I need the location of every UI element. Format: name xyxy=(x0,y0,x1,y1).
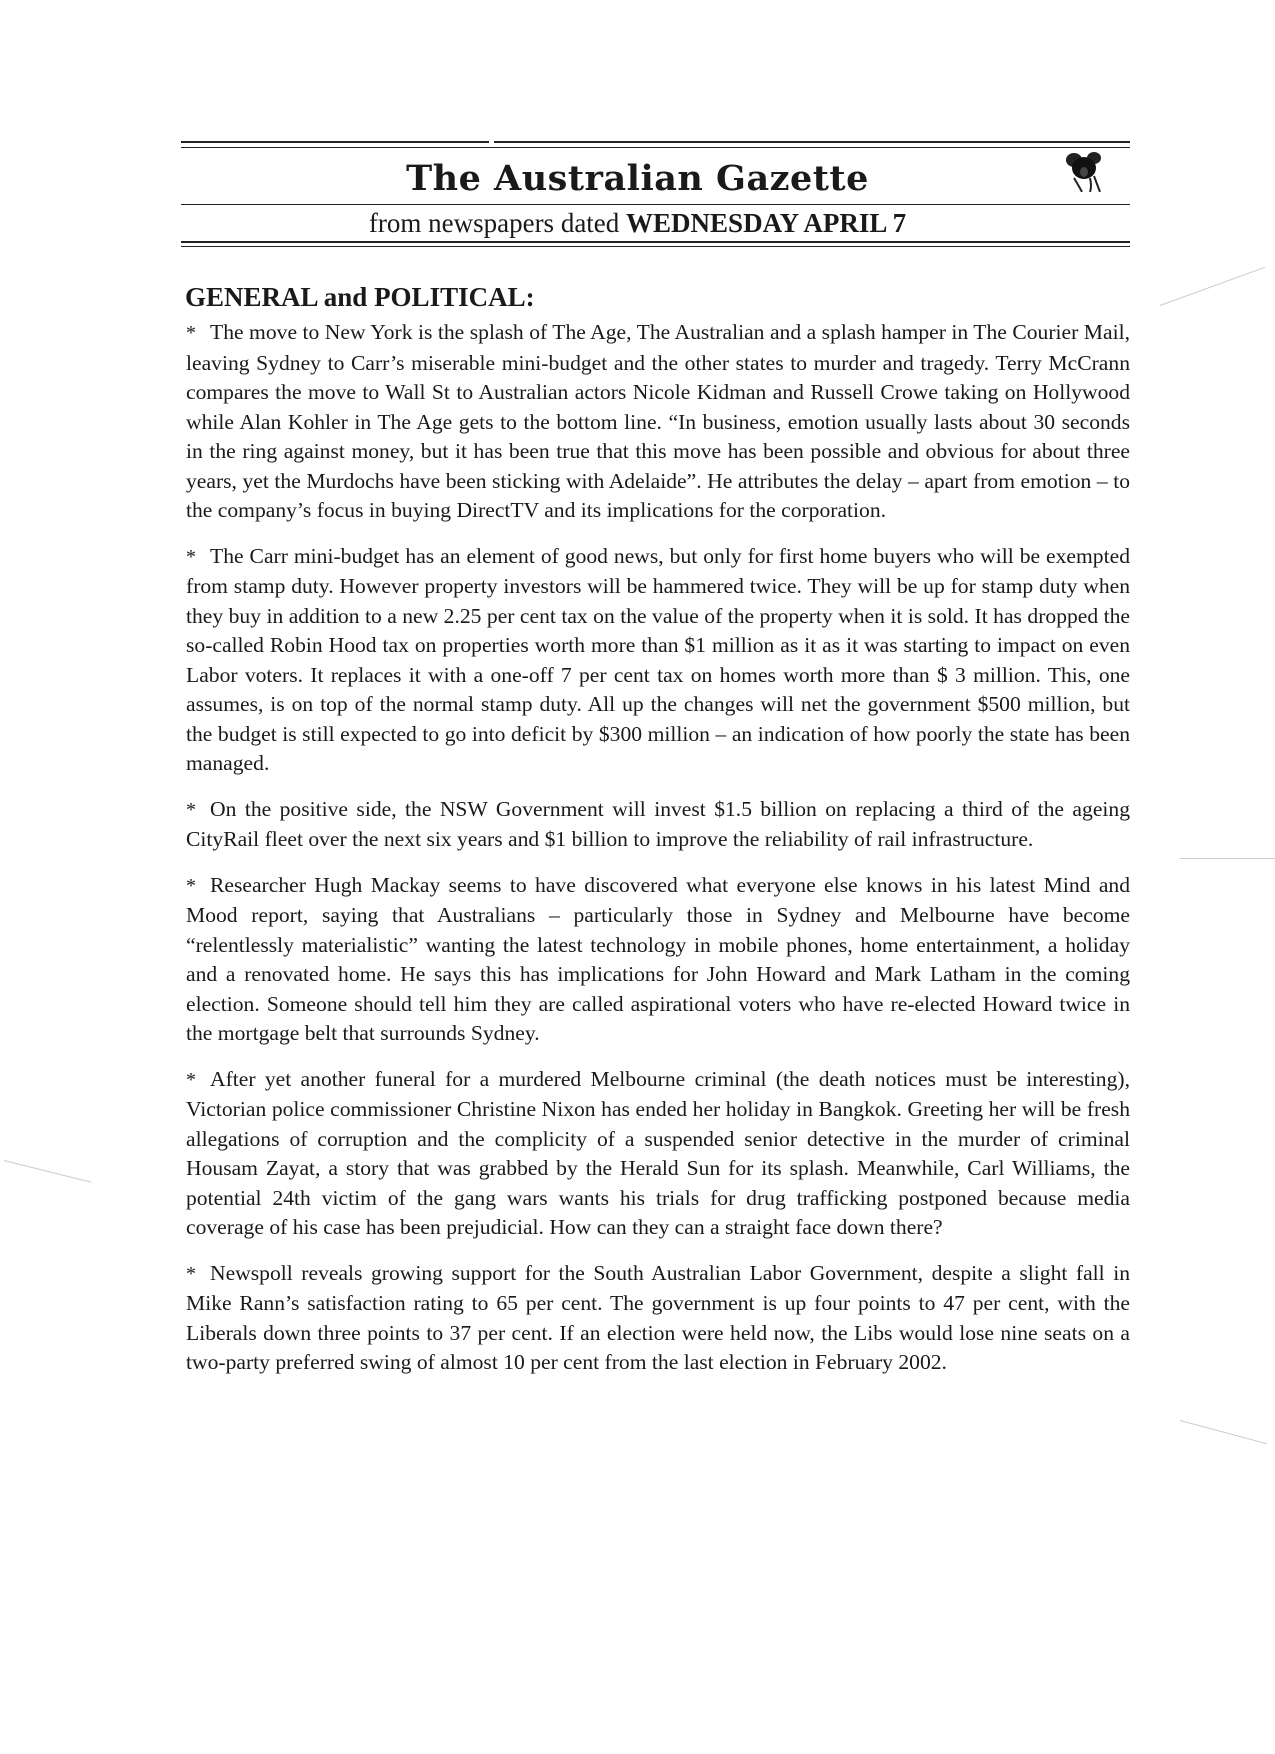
article-list xyxy=(186,318,1130,1394)
top-rule-right xyxy=(494,141,1130,143)
top-rule-thin xyxy=(181,147,1130,148)
article-newspoll xyxy=(186,1259,1130,1378)
article-hugh-mackay xyxy=(186,871,1130,1049)
bullet-marker: * xyxy=(186,874,196,897)
bullet-marker: * xyxy=(186,1068,196,1091)
article-new-york-move xyxy=(186,318,1130,526)
scan-fold-line xyxy=(1180,858,1275,859)
article-text: The Carr mini-budget has an element of good news, but only for first home buyers who will be exempted from stamp duty. However property investors will be hammered twice. They will be up for stamp duty when they buy in addition to a new 2.25 per cent tax on the value of the property when it is sold. It has dropped the so-called Robin Hood tax on properties worth more than $1 million as it as it was starting to impact on even Labor voters. It replaces it with a one-off 7 per cent tax on homes worth more than $ 3 million. This, one assumes, is on top of the normal stamp duty. All up the changes will net the government $500 million, but the budget is still expected to go into deficit by $300 million – an indication of how poorly the state has been managed. xyxy=(186,543,1130,775)
top-rule-left xyxy=(181,141,489,143)
article-text: On the positive side, the NSW Government will invest $1.5 billion on replacing a third of the ageing CityRail fleet over the next six years and $1 billion to improve the reliability of rail infrastructure. xyxy=(186,796,1130,851)
scan-fold-line xyxy=(1160,267,1266,306)
masthead-title: The Australian Gazette xyxy=(406,158,869,199)
bullet-marker: * xyxy=(186,1262,196,1285)
bullet-marker: * xyxy=(186,798,196,821)
article-text: After yet another funeral for a murdered Melbourne criminal (the death notices must be interesting), Victorian police commissioner Christine Nixon has ended her holiday in Bangkok. Greeting her will be fresh allegations of corruption and the complicity of a suspended senior detective in the murder of criminal Housam Zayat, a story that was grabbed by the Herald Sun for its splash. Meanwhile, Carl Williams, the potential 24th victim of the gang wars wants his trials for drug trafficking postponed because media coverage of his case has been prejudicial. How can they can a straight face down there? xyxy=(186,1066,1130,1239)
masthead-mid-rule xyxy=(181,204,1130,205)
bottom-rule-2 xyxy=(181,246,1130,247)
article-carr-mini-budget xyxy=(186,542,1130,779)
article-text: The move to New York is the splash of The Age, The Australian and a splash hamper in The Courier Mail, leaving Sydney to Carr’s miserable mini-budget and the other states to murder and tragedy. Terry McCrann compares the move to Wall St to Australian actors Nicole Kidman and Russell Crowe taking on Hollywood while Alan Kohler in The Age gets to the bottom line. “In business, emotion usually lasts about 30 seconds in the ring against money, but it has been true that this move has been possible and obvious for about three years, yet the Murdochs have been sticking with Adelaide”. He attributes the delay – apart from emotion – to the company’s focus in buying DirectTV and its implications for the corporation. xyxy=(186,320,1130,522)
scan-fold-line xyxy=(1180,1420,1267,1444)
section-heading: GENERAL and POLITICAL: xyxy=(185,282,535,312)
bottom-rule-1 xyxy=(181,241,1130,243)
article-cityrail xyxy=(186,795,1130,855)
koala-icon xyxy=(1060,148,1108,192)
scan-fold-line xyxy=(4,1160,92,1183)
article-text: Newspoll reveals growing support for the South Australian Labor Government, despite a slight fall in Mike Rann’s satisfaction rating to 65 per cent. The government is up four points to 47 per cent, with the Liberals down three points to 37 per cent. If an election were held now, the Libs would lose nine seats on a two-party preferred swing of almost 10 per cent from the last election in February 2002. xyxy=(186,1260,1130,1374)
subtitle-prefix: from newspapers dated xyxy=(368,208,627,238)
subtitle-date: WEDNESDAY APRIL 7 xyxy=(626,208,907,238)
bullet-marker: * xyxy=(186,545,196,568)
masthead-subtitle xyxy=(0,208,1275,239)
article-melbourne-criminal xyxy=(186,1065,1130,1243)
article-text: Researcher Hugh Mackay seems to have discovered what everyone else knows in his latest Mind and Mood report, saying that Australians – particularly those in Sydney and Melbourne have become “relentlessly materialistic” wanting the latest technology in mobile phones, home entertainment, a holiday and a renovated home. He says this has implications for John Howard and Mark Latham in the coming election. Someone should tell him they are called aspirational voters who have re-elected Howard twice in the mortgage belt that surrounds Sydney. xyxy=(186,872,1130,1045)
bullet-marker: * xyxy=(186,322,196,344)
